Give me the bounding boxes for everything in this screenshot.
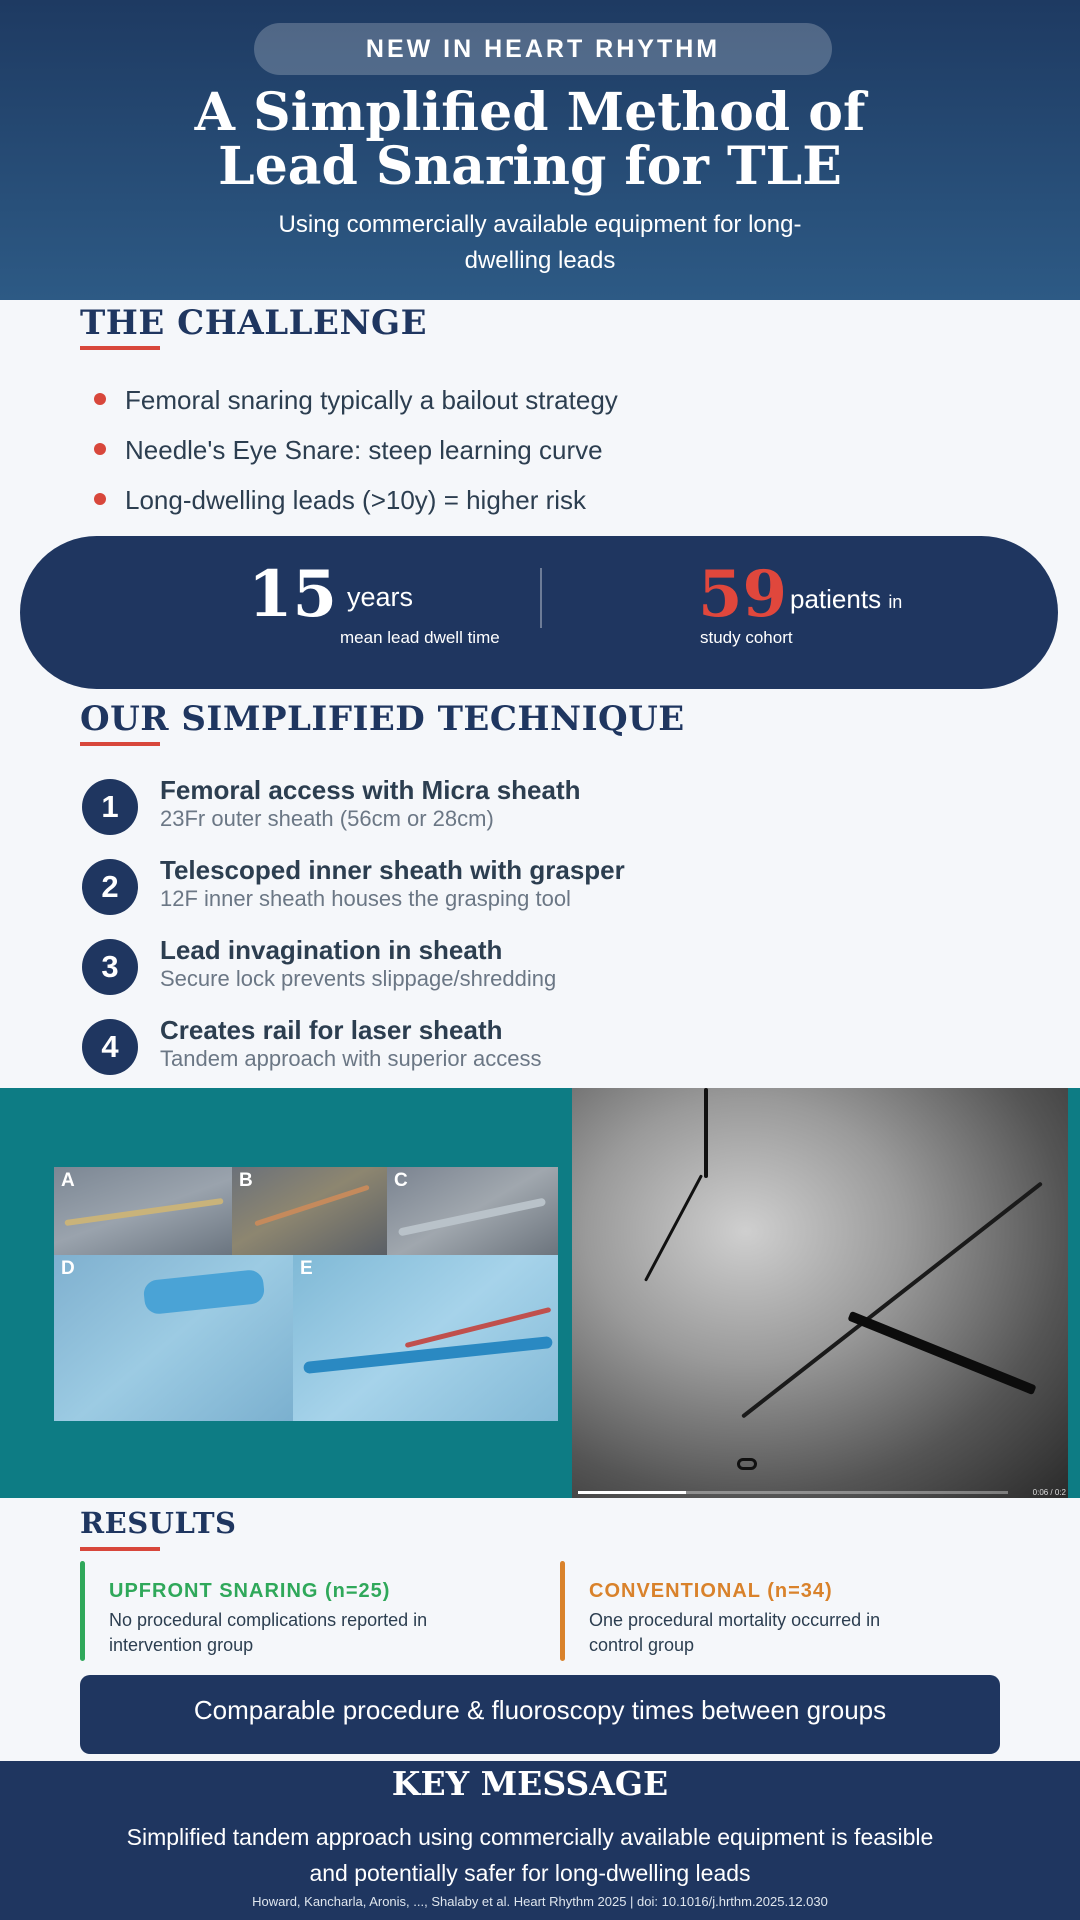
photo-b	[232, 1167, 387, 1255]
journal-badge: NEW IN HEART RHYTHM	[254, 23, 832, 75]
step-number-badge: 1	[82, 779, 138, 835]
page-subtitle: Using commercially available equipment for long-dwelling leads	[278, 211, 802, 274]
sheath-graphic	[847, 1311, 1036, 1395]
bullet-text: Long-dwelling leads (>10y) = higher risk	[125, 485, 587, 515]
photo-a	[54, 1167, 232, 1255]
stats-divider	[540, 568, 542, 628]
step-number-badge: 4	[82, 1019, 138, 1075]
list-item	[92, 480, 992, 530]
upfront-snaring-card	[80, 1561, 500, 1661]
lead-graphic	[644, 1174, 703, 1281]
panel-edge	[1068, 1088, 1080, 1498]
patients-unit-suffix: in	[888, 592, 903, 612]
step-3	[82, 935, 982, 1005]
photo-e	[293, 1255, 558, 1421]
patients-unit	[790, 584, 902, 615]
results-heading: RESULTS	[80, 1506, 237, 1540]
dwell-time-unit: years	[347, 582, 414, 612]
card-text: No procedural complications reported in intervention group	[109, 1610, 428, 1655]
sheath-wire-graphic	[64, 1198, 223, 1226]
video-time: 0:06 / 0:2	[1032, 1488, 1066, 1497]
step-title: Femoral access with Micra sheath	[160, 775, 581, 805]
bullet-text: Needle's Eye Snare: steep learning curve	[125, 435, 603, 465]
step-description: 12F inner sheath houses the grasping tool	[160, 886, 571, 911]
grasper-tube-graphic	[398, 1197, 546, 1236]
step-4	[82, 1015, 982, 1085]
step-number-badge: 3	[82, 939, 138, 995]
comparison-banner: Comparable procedure & fluoroscopy times between groups	[80, 1675, 1000, 1754]
step-title: Creates rail for laser sheath	[160, 1015, 503, 1045]
step-1	[82, 775, 982, 845]
technique-underline	[80, 742, 160, 746]
step-description: Secure lock prevents slippage/shredding	[160, 966, 557, 991]
photo-c	[387, 1167, 558, 1255]
lead-wire-graphic	[254, 1185, 370, 1227]
card-accent-bar	[80, 1561, 85, 1661]
photo-label: B	[239, 1170, 253, 1191]
card-title: UPFRONT SNARING (n=25)	[109, 1580, 391, 1602]
bullet-text: Femoral snaring typically a bailout strategy	[125, 385, 618, 415]
technique-heading: OUR SIMPLIFIED TECHNIQUE	[80, 699, 685, 739]
results-underline	[80, 1547, 160, 1551]
step-title: Telescoped inner sheath with grasper	[160, 855, 625, 885]
step-2	[82, 855, 982, 925]
title-line-1: A Simplified Method of	[194, 82, 866, 143]
video-progress-bar[interactable]	[578, 1491, 1008, 1494]
procedure-photo-grid	[54, 1167, 558, 1421]
conventional-card	[560, 1561, 980, 1661]
step-description: Tandem approach with superior access	[160, 1046, 542, 1071]
fluoroscopy-video[interactable]	[572, 1088, 1068, 1498]
photo-d	[54, 1255, 293, 1421]
lead-graphic	[704, 1088, 708, 1178]
step-description: 23Fr outer sheath (56cm or 28cm)	[160, 806, 494, 831]
patients-unit-text: patients	[790, 584, 882, 614]
list-item	[92, 430, 992, 480]
card-accent-bar	[560, 1561, 565, 1661]
key-message-text: Simplified tandem approach using commercially available equipment is feasible and potentially safer for long-dwelling leads	[126, 1824, 934, 1886]
video-progress-fill	[578, 1491, 686, 1494]
title-line-2: Lead Snaring for TLE	[218, 136, 842, 197]
step-title: Lead invagination in sheath	[160, 935, 503, 965]
photo-label: C	[394, 1170, 408, 1191]
bullet-dot-icon	[94, 443, 106, 455]
photo-label: E	[300, 1258, 313, 1279]
device-ring-graphic	[737, 1458, 757, 1470]
bullet-dot-icon	[94, 393, 106, 405]
card-text: One procedural mortality occurred in control group	[589, 1610, 881, 1655]
sheath-tube-graphic	[143, 1269, 266, 1315]
bullet-dot-icon	[94, 493, 106, 505]
page-title	[0, 82, 1060, 197]
list-item	[92, 380, 992, 430]
photo-label: D	[61, 1258, 75, 1279]
dwell-time-value: 15	[248, 557, 338, 632]
step-number-badge: 2	[82, 859, 138, 915]
card-title: CONVENTIONAL (n=34)	[589, 1580, 833, 1602]
photo-label: A	[61, 1170, 75, 1191]
challenge-heading: THE CHALLENGE	[80, 303, 427, 343]
key-message-heading: KEY MESSAGE	[391, 1764, 669, 1803]
patients-caption: study cohort	[700, 628, 793, 647]
challenge-underline	[80, 346, 160, 350]
citation: Howard, Kancharla, Aronis, ..., Shalaby et al. Heart Rhythm 2025 | doi: 10.1016/j.hrthm.2025.12.030	[252, 1894, 828, 1909]
patients-value: 59	[698, 557, 788, 632]
challenge-list	[92, 380, 992, 530]
lead-graphic	[741, 1181, 1043, 1418]
dwell-time-caption: mean lead dwell time	[340, 628, 500, 647]
